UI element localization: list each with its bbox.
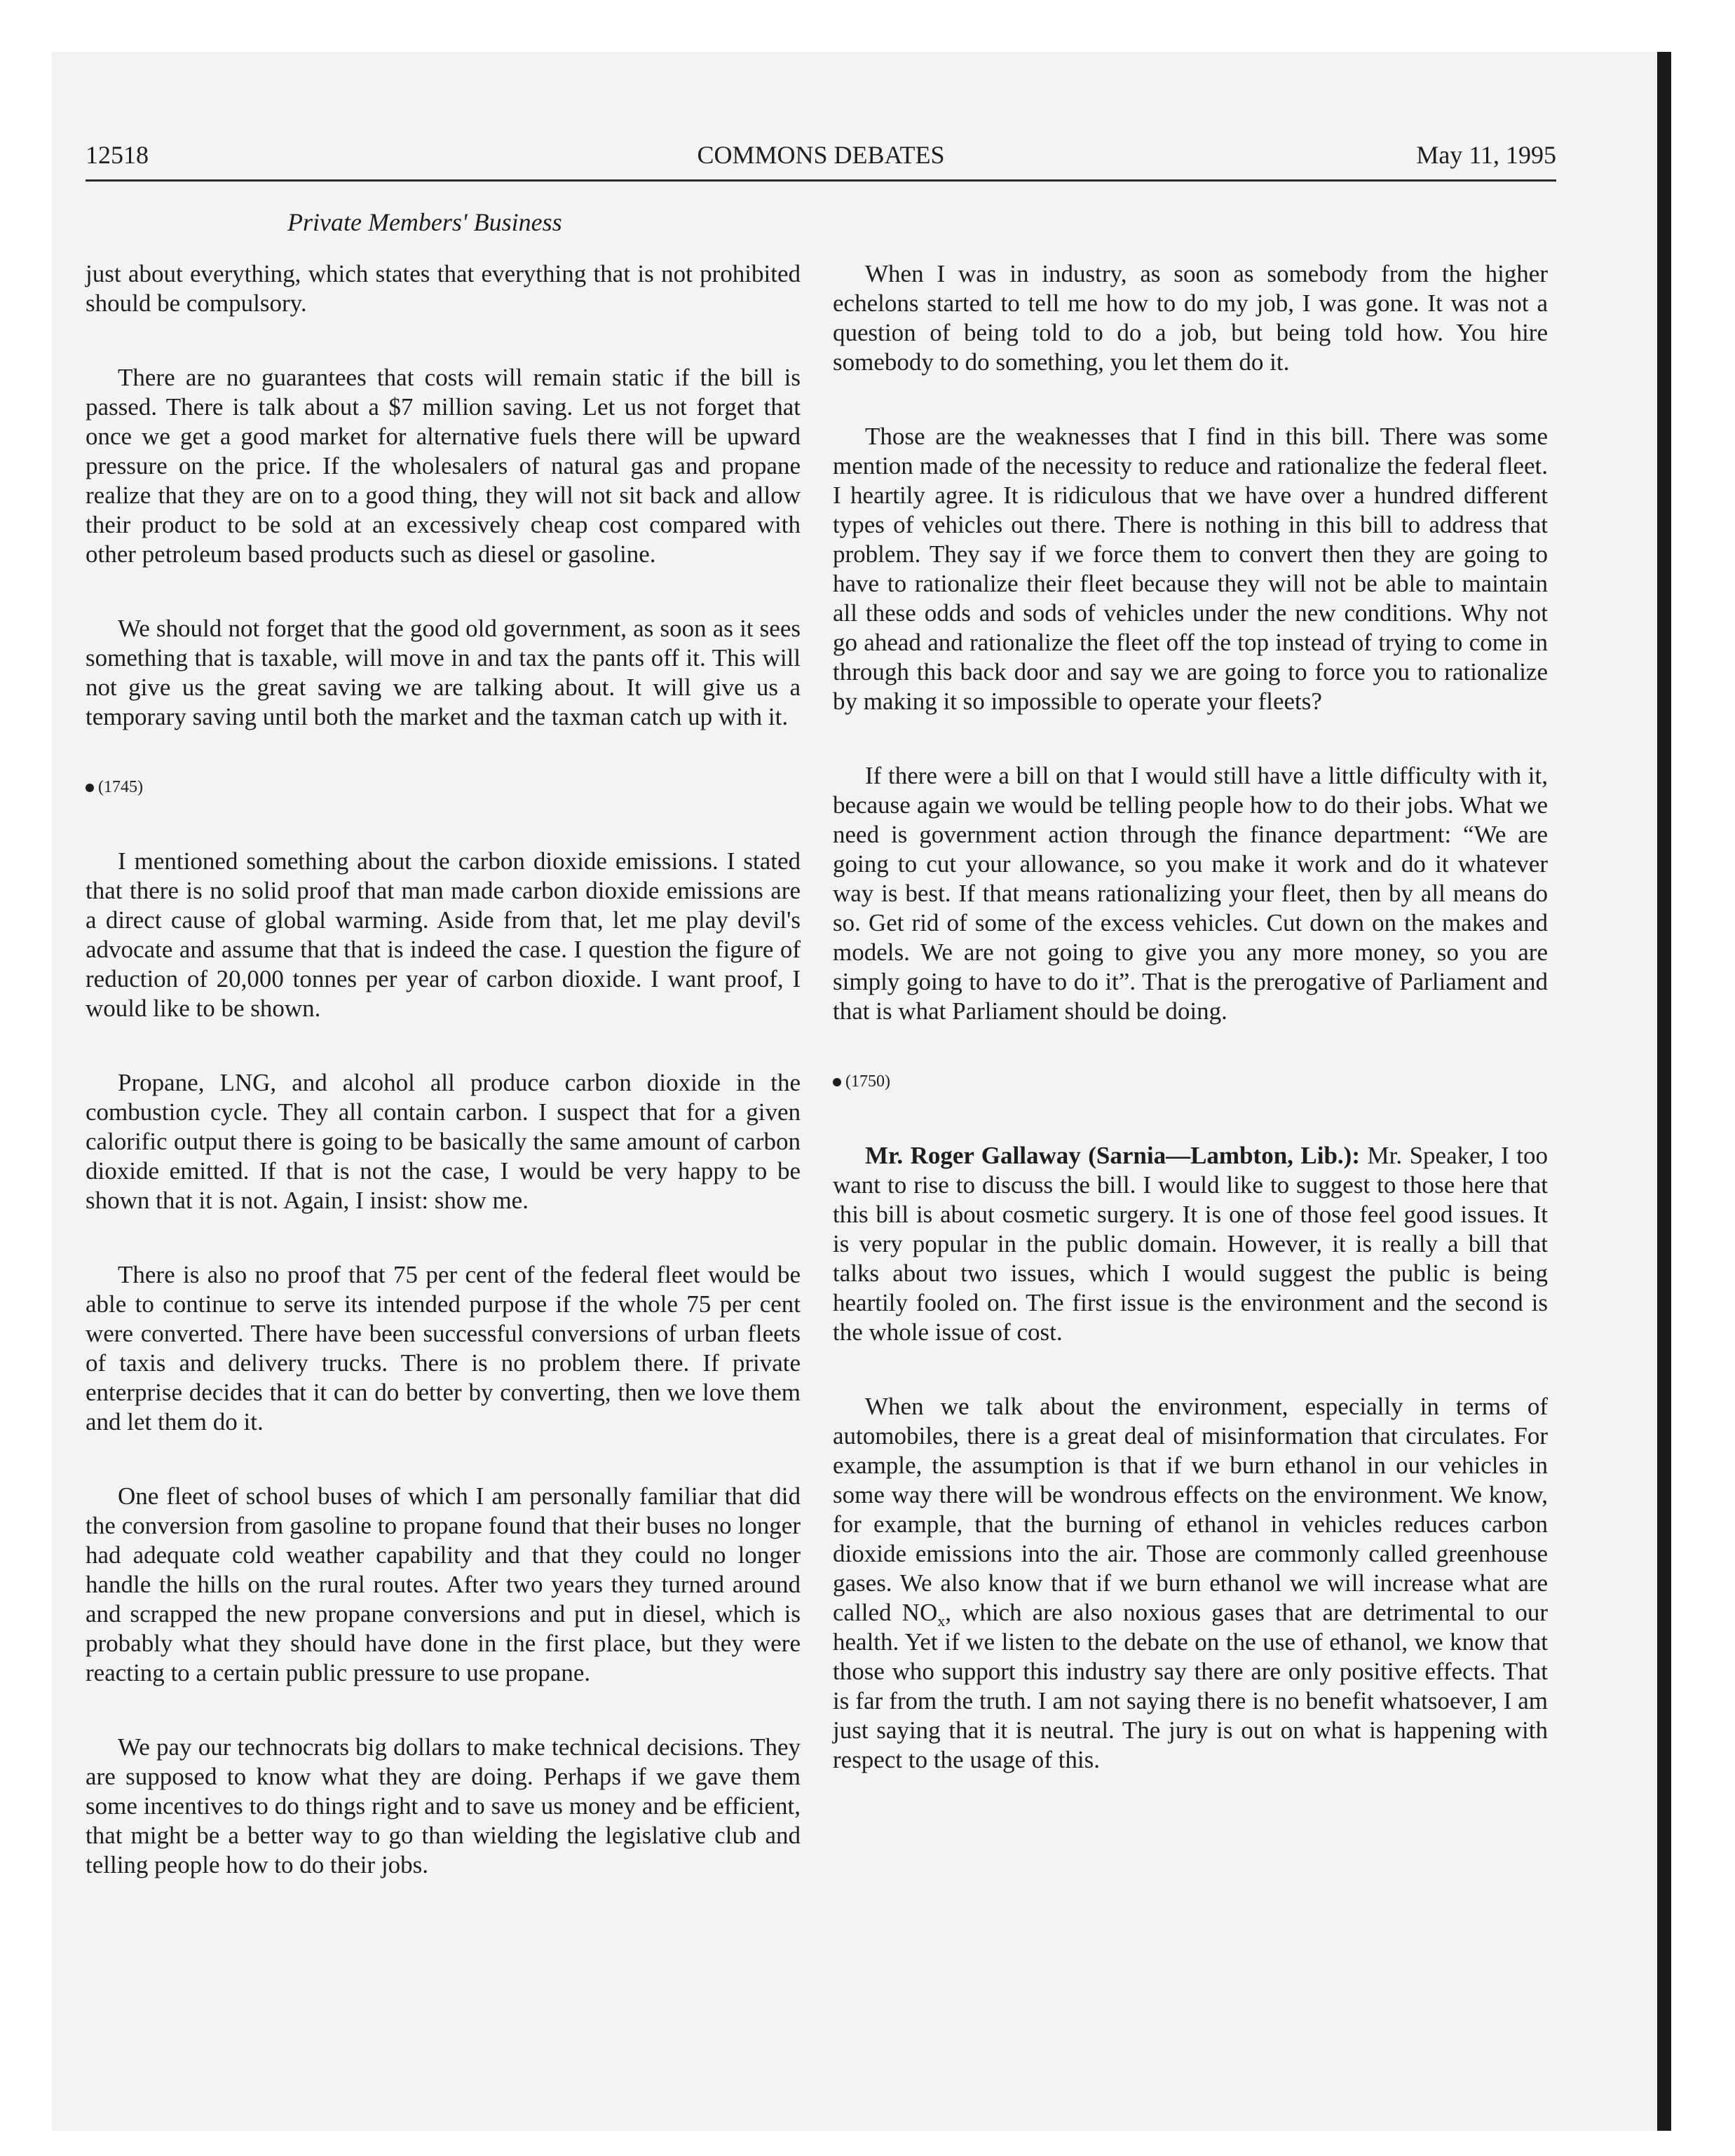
page-header (86, 140, 1556, 179)
paragraph: When I was in industry, as soon as somebody from the higher echelons started to tell me how to do my job, I was gone. It was not a question of being told to do a job, but being told how. You hire somebody to do something, you let them do it. (833, 260, 1548, 376)
timestamp-marker (833, 1071, 1548, 1092)
section-label: Private Members' Business (287, 208, 562, 236)
timestamp-marker (86, 777, 801, 798)
paragraph: I mentioned something about the carbon dioxide emissions. I stated that there is no solid proof that man made carbon dioxide emissions are a direct cause of global warming. Aside from that, let me play devil's advocate and assume that that is indeed the case. I question the figure of reduction of 20,000 tonnes per year of carbon dioxide. I want proof, I would like to be shown. (86, 847, 801, 1022)
timestamp-text: (1750) (845, 1072, 890, 1091)
bullet-icon (86, 784, 94, 792)
paragraph: One fleet of school buses of which I am personally familiar that did the conversion from gasoline to propane found that their buses no longer had adequate cold weather capability and that they could no longer handle the hills on the rural routes. After two years they turned around and scrapped the new propane conversions and put in diesel, which is probably what they should have done in the first place, but they were reacting to a certain public pressure to use propane. (86, 1482, 801, 1686)
paragraph: There are no guarantees that costs will remain static if the bill is passed. There is talk about a $7 million saving. Let us not forget that once we get a good market for alternative fuels there will be upward pressure on the price. If the wholesalers of natural gas and propane realize that they are on to a good thing, they will not sit back and allow their product to be sold at an excessively cheap cost compared with other petroleum based products such as diesel or gasoline. (86, 364, 801, 568)
paragraph (833, 1392, 1548, 1775)
scan-edge-bar (1657, 52, 1671, 2131)
paragraph: just about everything, which states that everything that is not prohibited should be compulsory. (86, 260, 801, 317)
right-column (833, 259, 1548, 1820)
paragraph: Propane, LNG, and alcohol all produce carbon dioxide in the combustion cycle. They all contain carbon. I suspect that for a given calorific output there is going to be basically the same amount of carbon dioxide emitted. If that is not the case, I would be very happy to be shown that it is not. Again, I insist: show me. (86, 1069, 801, 1214)
publication-date: May 11, 1995 (1416, 141, 1556, 169)
publication-title: COMMONS DEBATES (697, 141, 945, 169)
paragraph: If there were a bill on that I would still have a little difficulty with it, because again we would be telling people how to do their jobs. What we need is government action through the finance department: “We are going to cut your allowance, so you make it work and do it whatever way is best. If that means rationalizing your fleet, then by all means do so. Get rid of some of the excess vehicles. Cut down on the makes and models. We are not going to give you any more money, so you are simply going to have to do it”. That is the prerogative of Parliament and that is what Parliament should be doing. (833, 762, 1548, 1025)
speech-text: Mr. Speaker, I too want to rise to discuss the bill. I would like to suggest to those here that this bill is about cosmetic surgery. It is one of those feel good issues. It is very popular in the public domain. However, it is really a bill that talks about two issues, which I would suggest the public is being heartily fooled on. The first issue is the environment and the second is the whole issue of cost. (833, 1142, 1549, 1346)
paragraph-text: , which are also noxious gases that are detrimental to our health. Yet if we listen to the debate on the use of ethanol, we know that those who support this industry say there are only positive effects. That is far from the truth. I am not saying there is no benefit whatsoever, I am just saying that it is neutral. The jury is out on what is happening with respect to the usage of this. (833, 1599, 1548, 1773)
paragraph: We pay our technocrats big dollars to make technical decisions. They are supposed to know what they are doing. Perhaps if we gave them some incentives to do things right and to save us money and be efficient, that might be a better way to go than wielding the legislative club and telling people how to do their jobs. (86, 1733, 801, 1878)
paragraph-text: When we talk about the environment, especially in terms of automobiles, there is a great deal of misinformation that circulates. For example, the assumption is that if we burn ethanol in our vehicles in some way there will be wondrous effects on the environment. We know, for example, that the burning of ethanol in vehicles reduces carbon dioxide emissions into the air. Those are commonly called greenhouse gases. We also know that if we burn ethanol we will increase what are called NO (833, 1393, 1548, 1626)
left-column (86, 259, 801, 1925)
page-number: 12518 (86, 141, 149, 169)
subscript-x: x (937, 1612, 946, 1630)
header-rule (86, 179, 1556, 182)
paragraph: We should not forget that the good old government, as soon as it sees something that is taxable, will move in and tax the pants off it. This will not give us the great saving we are talking about. It will give us a temporary saving until both the market and the taxman catch up with it. (86, 615, 801, 730)
bullet-icon (833, 1078, 841, 1086)
speaker-name: Mr. Roger Gallaway (Sarnia—Lambton, Lib.): (865, 1142, 1360, 1169)
speech-paragraph (833, 1141, 1548, 1347)
paragraph: There is also no proof that 75 per cent of the federal fleet would be able to continue to serve its intended purpose if the whole 75 per cent were converted. There have been successful conversions of urban fleets of taxis and delivery trucks. There is no problem there. If private enterprise decides that it can do better by converting, then we love them and let them do it. (86, 1261, 801, 1435)
timestamp-text: (1745) (98, 778, 143, 796)
paragraph: Those are the weaknesses that I find in this bill. There was some mention made of the necessity to reduce and rationalize the federal fleet. I heartily agree. It is ridiculous that we have over a hundred different types of vehicles out there. There is nothing in this bill to address that problem. They say if we force them to convert then they are going to have to rationalize their fleet because they will not be able to maintain all these odds and sods of vehicles under the new conditions. Why not go ahead and rationalize the fleet off the top instead of trying to come in through this back door and say we are going to force you to rationalize by making it so impossible to operate your fleets? (833, 423, 1548, 715)
